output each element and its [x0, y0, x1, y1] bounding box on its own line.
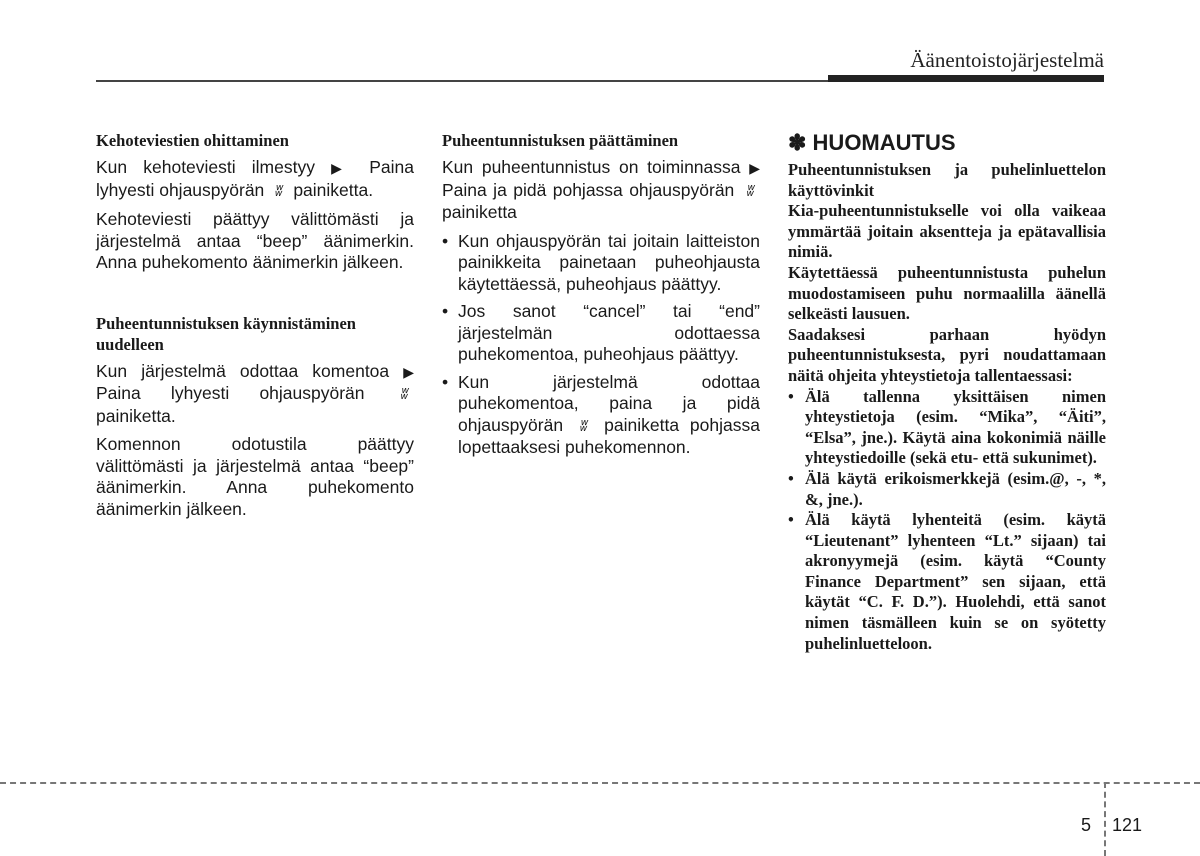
paragraph: [96, 361, 414, 428]
section-heading: Puheentunnistuksen päättäminen: [442, 131, 679, 150]
note-box: [788, 130, 1106, 654]
column-1: [96, 130, 414, 527]
note-paragraph: Kia-puheentunnistukselle voi olla vaikeaa ymmärtää joitain aksentteja ja epätavallisia nimiä.: [788, 201, 1106, 262]
footer-divider: [0, 782, 1200, 784]
page-number: 121: [1112, 815, 1143, 835]
list-item: [788, 510, 1106, 654]
text: Kun puheentunnistus on toiminnassa: [442, 157, 741, 177]
column-2: [442, 130, 760, 465]
note-bullet-list: [788, 387, 1106, 655]
paragraph: [442, 157, 760, 224]
voice-button-icon: ʬ: [746, 182, 754, 200]
arrow-icon: ▶: [331, 160, 354, 176]
text: Älä käytä erikoismerkkejä (esim.@, -, *, &, jne.).: [805, 468, 1106, 509]
list-item: [442, 301, 760, 366]
text: Kun järjestelmä odottaa puhekomentoa, paina ja pidä ohjauspyörän: [458, 371, 760, 435]
footer-vertical-divider: [1104, 782, 1106, 856]
list-item: [442, 372, 760, 459]
section-heading: Kehoteviestien ohittaminen: [96, 131, 289, 150]
paragraph: [96, 157, 414, 202]
note-paragraph: Saadaksesi parhaan hyödyn puheentunnistuksesta, pyri noudattamaan näitä ohjeita yhteystietoja tallentaessasi:: [788, 324, 1106, 385]
text: painiketta.: [96, 405, 176, 426]
bullet-icon: •: [788, 468, 794, 488]
list-item: [442, 231, 760, 296]
text: Kun järjestelmä odottaa komentoa: [96, 360, 390, 381]
bullet-icon: •: [788, 386, 794, 406]
bullet-icon: •: [442, 230, 449, 251]
text: Älä käytä lyhenteitä (esim. käytä “Lieutenant” lyhenteen “Lt.” sijaan) tai akronyymejä (esim. käytä “County Finance Department” sen sijaan, että käytät “C. F. D.”). Huolehdi, että sanot nimen täsmälleen kuin se on syötetty puhelinluetteloon.: [805, 510, 1106, 653]
header-rule-accent: [828, 75, 1104, 82]
bullet-icon: •: [788, 510, 794, 530]
text: Paina lyhyesti ohjauspyörän: [96, 383, 365, 403]
voice-button-icon: ʬ: [275, 182, 283, 200]
text: Kun ohjauspyörän tai joitain laitteiston painikkeita painetaan puheohjausta käytettäessä, puheohjaus päättyy.: [458, 230, 760, 294]
chapter-number: 5: [1081, 815, 1092, 835]
paragraph: Kehoteviesti päättyy välittömästi ja järjestelmä antaa “beep” äänimerkin. Anna puhekomento äänimerkin jälkeen.: [96, 209, 414, 272]
paragraph: Komennon odotustila päättyy välittömästi ja järjestelmä antaa “beep” äänimerkin. Anna puhekomento äänimerkin jälkeen.: [96, 434, 414, 519]
arrow-icon: ▶: [749, 160, 760, 176]
text: Jos sanot “cancel” tai “end” järjestelmän odottaessa puhekomentoa, puheohjaus päättyy.: [458, 301, 760, 364]
section-heading: Puheentunnistuksen käynnistäminen uudelleen: [96, 313, 356, 354]
arrow-icon: ▶: [403, 363, 414, 380]
bullet-list: [442, 231, 760, 459]
text: Älä tallenna yksittäisen nimen yhteystietoja (esim. “Mika”, “Äiti”, “Elsa”, jne.). Käytä aina kokonimiä näille yhteystiedoille (sekä etu- että sukunimet).: [805, 386, 1106, 468]
text: Kun kehoteviesti ilmestyy: [96, 157, 315, 177]
list-item: [788, 469, 1106, 510]
voice-button-icon: ʬ: [579, 417, 588, 435]
text: Paina ja pidä pohjassa ohjauspyörän: [442, 179, 735, 200]
note-title: ✽ HUOMAUTUS: [788, 130, 956, 155]
note-paragraph: Käytettäessä puheentunnistusta puhelun muodostamiseen puhu normaalilla äänellä selkeästi lausuen.: [788, 262, 1106, 324]
text: painiketta pohjassa lopettaaksesi puhekomennon.: [458, 414, 760, 457]
text: painiketta: [442, 202, 517, 222]
voice-button-icon: ʬ: [400, 386, 408, 403]
note-paragraph: Puheentunnistuksen ja puhelinluettelon käyttövinkit: [788, 160, 1106, 200]
bullet-icon: •: [442, 301, 449, 321]
bullet-icon: •: [442, 371, 449, 392]
text: painiketta.: [293, 179, 374, 200]
page-header-title: Äänentoistojärjestelmä: [910, 48, 1104, 72]
list-item: [788, 387, 1106, 469]
text: Paina lyhyesti ohjauspyörän: [96, 157, 414, 200]
